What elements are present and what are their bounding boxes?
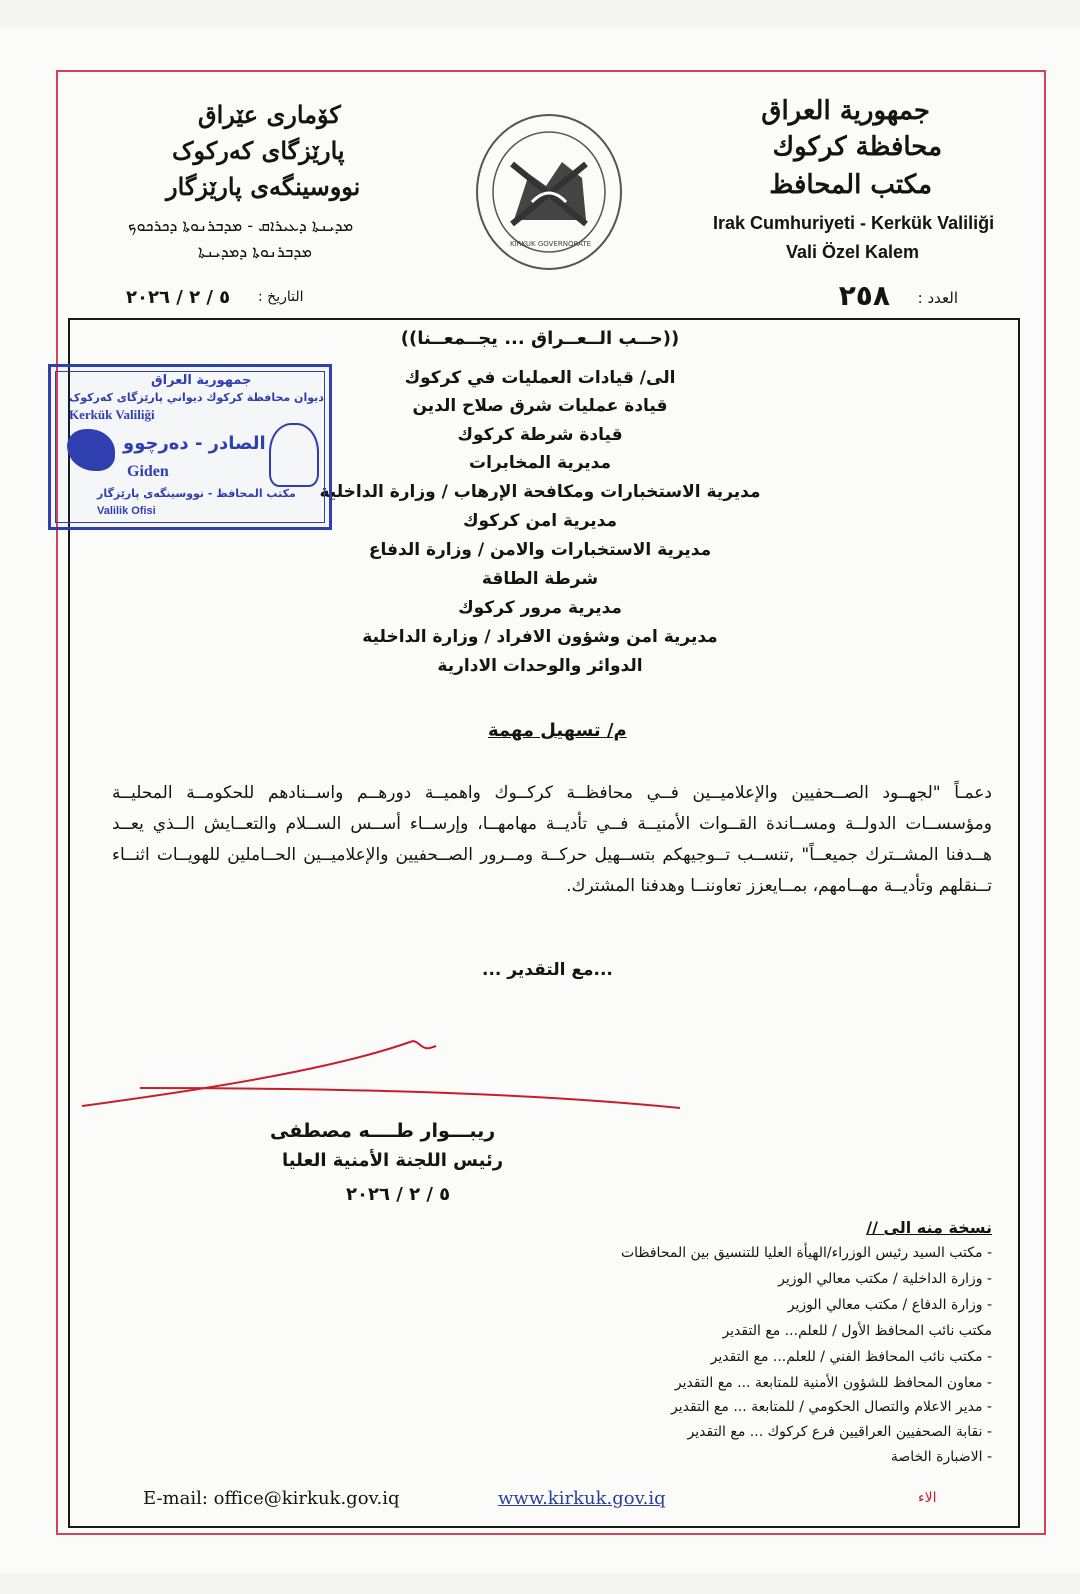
copy-recipient: - وزارة الدفاع / مكتب معالي الوزير [787,1297,992,1313]
date-value: ٥ / ٢ / ٢٠٢٦ [126,287,231,308]
header-syriac-line2: ܡܕܒܪܢܘܬܐ ܕܡܕܝܢܬܐ [198,242,312,261]
recipient-line: مديرية المخابرات [468,453,612,473]
header-ar-country: جمهورية العراق [761,96,930,126]
copy-recipient: - مدير الاعلام والتصال الحكومي / للمتابعة ... مع التقدير [671,1399,992,1415]
header-ku-country: کۆماری عێراق [198,100,341,129]
copy-recipient: - الاضبارة الخاصة [890,1449,992,1465]
copy-recipient: - وزارة الداخلية / مكتب معالي الوزير [778,1271,992,1287]
governorate-seal [474,112,624,272]
signatory-title: رئيس اللجنة الأمنية العليا [282,1150,504,1171]
recipient-line: مديرية الاستخبارات ومكافحة الإرهاب / وزارة الداخلية [319,482,761,502]
stamp-line: Valilik Ofisi [97,505,156,517]
recipient-line: مديرية امن كركوك [462,511,618,531]
footer-website-link[interactable]: www.kirkuk.gov.iq [498,1488,666,1509]
copy-recipient: - نقابة الصحفيين العراقيين فرع كركوك ... مع التقدير [687,1424,992,1440]
copy-recipient: مكتب نائب المحافظ الأول / للعلم... مع التقدير [722,1323,992,1339]
header-syriac-line1: ܡܕܝܢܬܐ ܕܥܝܪܐܩ - ܡܕܒܪܢܘܬܐ ܕܟܪܟܘܟ [128,216,354,235]
seal-caption: KIRKUK GOVERNORATE [510,240,592,248]
header-tr-governorate: Irak Cumhuriyeti - Kerkük Valiliği [713,213,995,233]
recipient-line: شرطة الطاقة [481,569,599,589]
date-label: التاريخ : [258,289,304,305]
recipient-line: مديرية مرور كركوك [458,598,622,618]
recipient-line: الى/ قيادات العمليات في كركوك [404,368,676,388]
header-tr-office: Vali Özel Kalem [786,242,920,262]
signatory-name: ريبـــوار طــــه مصطفى [270,1120,496,1142]
subject-line: م/ تسهيل مهمة [488,720,627,741]
issued-stamp [48,364,332,530]
footer-email: E-mail: office@kirkuk.gov.iq [143,1488,400,1509]
stamp-line: Kerkük Valiliği [69,407,155,422]
stamp-line: جمهورية العراق [151,373,252,388]
header-ar-province: محافظة كركوك [772,132,942,162]
signature-icon [80,1030,700,1120]
footer-initials: الاء [918,1490,937,1506]
seal-emblem-icon [474,112,624,272]
copy-recipient: - مكتب السيد رئيس الوزراء/الهيأة العليا للتنسيق بين المحافظات [620,1245,992,1261]
copy-recipient: - مكتب نائب المحافظ الفني / للعلم... مع التقدير [710,1349,992,1365]
slogan: ((حــب الــعــراق ... يجــمعــنا)) [400,328,680,349]
header-ku-province: پارێزگای کەرکوک [172,136,345,165]
number-label: العدد : [917,289,958,307]
recipient-line: قيادة عمليات شرق صلاح الدين [412,396,668,416]
recipient-line: مديرية امن وشؤون الافراد / وزارة الداخلية [362,627,718,647]
copy-recipient: - معاون المحافظ للشؤون الأمنية للمتابعة ... مع التقدير [674,1375,992,1391]
recipient-line: مديرية الاستخبارات والامن / وزارة الدفاع [368,540,712,560]
header-ku-office: نووسینگەی پارێزگار [166,172,361,201]
stamp-line: الصادر - دەرچوو [123,433,266,454]
stamp-line: Giden [127,463,169,480]
stamp-line: مكتب المحافظ - نووسینگەی پارێزگار [97,487,296,500]
header-ar-office: مكتب المحافظ [769,170,932,200]
signature-date: ٥ / ٢ / ٢٠٢٦ [346,1184,451,1205]
recipient-line: الدوائر والوحدات الادارية [437,656,643,676]
eagle-emblem-icon [269,423,319,487]
closing-line: ...مع التقدير ... [482,960,613,980]
recipient-line: قيادة شرطة كركوك [457,425,623,445]
letter-body: دعمـاً "لجهــود الصــحفيين والإعلاميــين فــي محافظــة كركــوك واهميــة دورهــم واســنادهم للحكومــة المحليــة ومؤسســات الدولــة ومســاندة القــوات الأمنيــة فــي تأديــة مهامهــا، وإرســاء أســس الســلام والتعــايش الــذي يعــد هــدفنا المشــترك جميعــاً" ,تنســب تــوجيهكم بتســهيل حركــة ومــرور الصــحفيين والإعلاميــين الحــاملين للهويــات اثنــاء تــنقلهم وتأديــة مهــامهم، بمــايعزز تعاوننــا وهدفنا المشترك. [112,783,992,896]
number-value: ٢٥٨ [838,279,890,312]
copies-heading: نسخة منه الى // [866,1218,992,1237]
stamp-line: ديوان محافظة كركوك ديواني پارێزگای کەرکوک [69,391,324,404]
